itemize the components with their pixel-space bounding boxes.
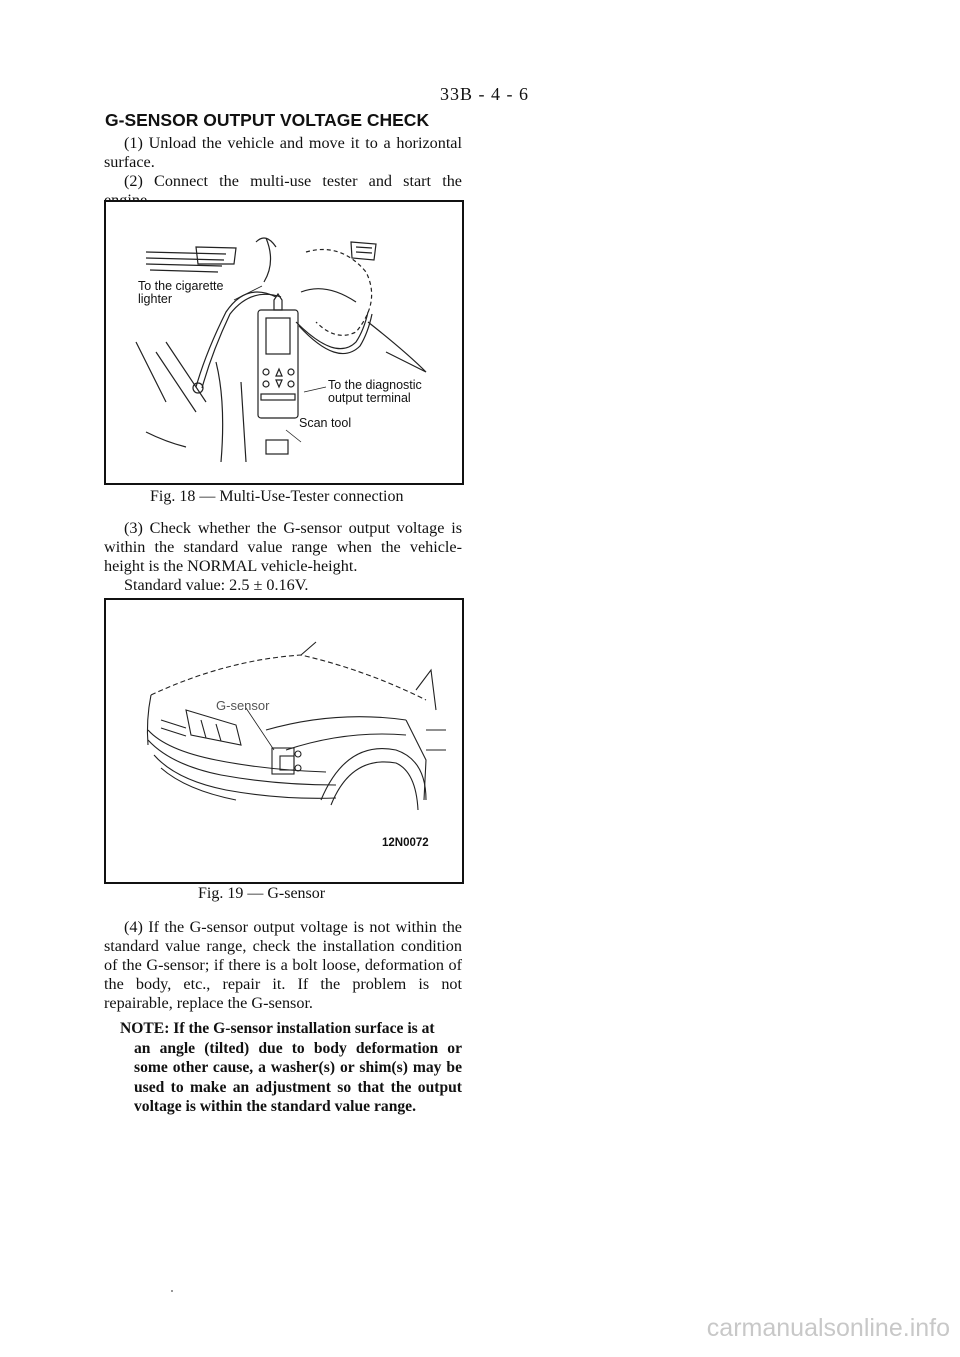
- label-to-cigarette: To the cigarette: [138, 279, 224, 293]
- note-block: [120, 1019, 462, 1117]
- step-3-text: (3) Check whether the G-sensor output voltage is within the standard value range when the vehicle-height is the NORMAL vehicle-height.: [104, 519, 462, 575]
- label-g-sensor: G-sensor: [216, 698, 270, 713]
- note-first-line: NOTE: If the G-sensor installation surface is at: [120, 1020, 435, 1037]
- figure-code: 12N0072: [382, 837, 429, 849]
- figure-18-illustration: [104, 200, 464, 485]
- label-scan-tool: Scan tool: [299, 416, 352, 430]
- step-2-text: (2) Connect the multi-use tester and start the: [124, 172, 462, 190]
- figure-19-caption: Fig. 19 — G-sensor: [198, 885, 326, 902]
- multi-use-tester-connection-drawing: [106, 202, 462, 483]
- label-lighter: lighter: [138, 292, 173, 306]
- section-heading: G-SENSOR OUTPUT VOLTAGE CHECK: [105, 110, 430, 130]
- note-rest: an angle (tilted) due to body deformation or some other cause, a washer(s) or shim(s) may be used to make an adjustment so that the output voltage is within the standard value range.: [134, 1039, 462, 1115]
- g-sensor-location-drawing: [106, 600, 462, 882]
- label-output-terminal: output terminal: [328, 391, 411, 405]
- standard-value: Standard value: 2.5 ± 0.16V.: [124, 576, 309, 594]
- label-to-diagnostic: To the diagnostic: [328, 378, 422, 392]
- stray-dot: [171, 1290, 173, 1292]
- watermark: carmanualsonline.info: [706, 1314, 950, 1342]
- figure-18-caption: Fig. 18 — Multi-Use-Tester connection: [150, 488, 404, 505]
- step-1-text: (1) Unload the vehicle and move it to a horizontal surface.: [104, 134, 462, 171]
- figure-19-illustration: [104, 598, 464, 884]
- page-number: 33B - 4 - 6: [440, 84, 529, 104]
- step-4-text: (4) If the G-sensor output voltage is not within the standard value range, check the installation condition of the G-sensor; if there is a bolt loose, deformation of the body, etc., repair it. If the problem is not repairable, replace the G-sensor.: [104, 918, 462, 1012]
